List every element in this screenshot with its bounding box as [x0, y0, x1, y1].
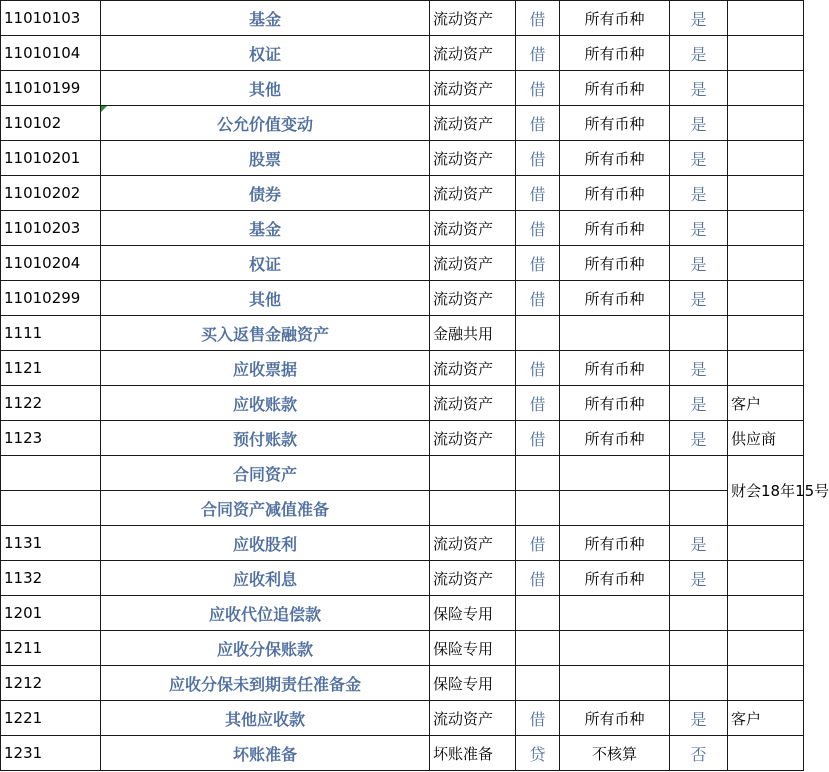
currency-cell[interactable]: 所有币种 — [560, 561, 670, 596]
account-name-cell[interactable]: 公允价值变动 — [101, 106, 430, 141]
balance-direction-cell[interactable] — [516, 456, 560, 491]
table-row — [1, 351, 804, 386]
table-row — [1, 631, 804, 666]
table-row — [1, 246, 804, 281]
table-row — [1, 596, 804, 631]
flag-cell[interactable]: 否 — [670, 736, 728, 771]
account-category-cell[interactable]: 流动资产 — [430, 281, 516, 316]
currency-cell[interactable] — [560, 666, 670, 701]
auxiliary-cell[interactable] — [728, 176, 804, 211]
account-code-cell[interactable]: 1121 — [1, 351, 101, 386]
flag-cell[interactable]: 是 — [670, 386, 728, 421]
auxiliary-cell[interactable]: 客户 — [728, 386, 804, 421]
flag-cell[interactable]: 是 — [670, 281, 728, 316]
account-code-cell[interactable]: 1212 — [1, 666, 101, 701]
account-category-cell[interactable]: 流动资产 — [430, 1, 516, 36]
account-name-cell[interactable]: 股票 — [101, 141, 430, 176]
account-category-cell[interactable]: 保险专用 — [430, 596, 516, 631]
account-name-cell[interactable]: 应收票据 — [101, 351, 430, 386]
account-name-cell[interactable]: 权证 — [101, 246, 430, 281]
table-row — [1, 666, 804, 701]
account-name-cell[interactable]: 预付账款 — [101, 421, 430, 456]
currency-cell[interactable]: 不核算 — [560, 736, 670, 771]
currency-cell[interactable]: 所有币种 — [560, 246, 670, 281]
auxiliary-cell[interactable] — [728, 141, 804, 176]
auxiliary-cell[interactable]: 客户 — [728, 701, 804, 736]
table-row — [1, 526, 804, 561]
table-row — [1, 386, 804, 421]
flag-cell[interactable]: 是 — [670, 561, 728, 596]
account-code-cell[interactable]: 11010299 — [1, 281, 101, 316]
balance-direction-cell[interactable] — [516, 666, 560, 701]
account-name-cell[interactable]: 合同资产减值准备 — [101, 491, 430, 526]
account-code-cell[interactable]: 1211 — [1, 631, 101, 666]
table-row — [1, 71, 804, 106]
table-row — [1, 281, 804, 316]
account-code-cell[interactable]: 11010204 — [1, 246, 101, 281]
flag-cell[interactable]: 是 — [670, 71, 728, 106]
balance-direction-cell[interactable]: 借 — [516, 141, 560, 176]
account-code-cell[interactable]: 1122 — [1, 386, 101, 421]
table-row — [1, 141, 804, 176]
currency-cell[interactable] — [560, 456, 670, 491]
account-name-cell[interactable]: 其他 — [101, 281, 430, 316]
flag-cell[interactable]: 是 — [670, 246, 728, 281]
account-category-cell[interactable]: 流动资产 — [430, 211, 516, 246]
account-name-cell[interactable]: 基金 — [101, 211, 430, 246]
account-category-cell[interactable] — [430, 456, 516, 491]
account-category-cell[interactable]: 保险专用 — [430, 631, 516, 666]
account-category-cell[interactable]: 流动资产 — [430, 526, 516, 561]
account-category-cell[interactable]: 流动资产 — [430, 141, 516, 176]
balance-direction-cell[interactable]: 借 — [516, 1, 560, 36]
account-category-cell[interactable]: 流动资产 — [430, 561, 516, 596]
account-code-cell[interactable]: 1123 — [1, 421, 101, 456]
balance-direction-cell[interactable] — [516, 631, 560, 666]
table-row — [1, 36, 804, 71]
account-code-cell[interactable]: 1221 — [1, 701, 101, 736]
flag-cell[interactable] — [670, 316, 728, 351]
account-name-cell[interactable]: 买入返售金融资产 — [101, 316, 430, 351]
balance-direction-cell[interactable]: 借 — [516, 526, 560, 561]
auxiliary-cell[interactable] — [728, 736, 804, 771]
account-code-cell[interactable]: 1231 — [1, 736, 101, 771]
account-code-cell[interactable] — [1, 456, 101, 491]
auxiliary-cell[interactable]: 供应商 — [728, 421, 804, 456]
auxiliary-cell[interactable] — [728, 281, 804, 316]
currency-cell[interactable] — [560, 596, 670, 631]
account-category-cell[interactable]: 金融共用 — [430, 316, 516, 351]
account-category-cell[interactable]: 流动资产 — [430, 71, 516, 106]
currency-cell[interactable] — [560, 631, 670, 666]
balance-direction-cell[interactable]: 借 — [516, 421, 560, 456]
table-row — [1, 701, 804, 736]
account-category-cell[interactable]: 保险专用 — [430, 666, 516, 701]
balance-direction-cell[interactable]: 借 — [516, 701, 560, 736]
balance-direction-cell[interactable]: 贷 — [516, 736, 560, 771]
account-name-cell[interactable]: 应收分保未到期责任准备金 — [101, 666, 430, 701]
auxiliary-cell[interactable]: 财会18年15号 — [728, 456, 804, 526]
account-name-cell[interactable]: 基金 — [101, 1, 430, 36]
auxiliary-cell[interactable] — [728, 526, 804, 561]
account-name-cell[interactable]: 应收分保账款 — [101, 631, 430, 666]
balance-direction-cell[interactable]: 借 — [516, 106, 560, 141]
currency-cell[interactable]: 所有币种 — [560, 526, 670, 561]
flag-cell[interactable]: 是 — [670, 106, 728, 141]
flag-cell[interactable]: 是 — [670, 351, 728, 386]
account-code-cell[interactable] — [1, 491, 101, 526]
account-name-cell[interactable]: 其他 — [101, 71, 430, 106]
currency-cell[interactable]: 所有币种 — [560, 71, 670, 106]
table-row — [1, 176, 804, 211]
account-code-cell[interactable]: 11010103 — [1, 1, 101, 36]
auxiliary-cell[interactable] — [728, 36, 804, 71]
auxiliary-cell[interactable] — [728, 666, 804, 701]
table-row — [1, 561, 804, 596]
currency-cell[interactable]: 所有币种 — [560, 1, 670, 36]
flag-cell[interactable]: 是 — [670, 701, 728, 736]
currency-cell[interactable]: 所有币种 — [560, 351, 670, 386]
balance-direction-cell[interactable] — [516, 596, 560, 631]
account-code-cell[interactable]: 11010201 — [1, 141, 101, 176]
account-category-cell[interactable]: 流动资产 — [430, 246, 516, 281]
flag-cell[interactable] — [670, 491, 728, 526]
table-row — [1, 316, 804, 351]
account-name-cell[interactable]: 应收账款 — [101, 386, 430, 421]
table-row — [1, 736, 804, 771]
flag-cell[interactable]: 是 — [670, 1, 728, 36]
auxiliary-cell[interactable] — [728, 71, 804, 106]
account-name-cell[interactable]: 应收代位追偿款 — [101, 596, 430, 631]
auxiliary-cell[interactable] — [728, 246, 804, 281]
account-category-cell[interactable]: 流动资产 — [430, 386, 516, 421]
account-category-cell[interactable]: 坏账准备 — [430, 736, 516, 771]
flag-cell[interactable] — [670, 666, 728, 701]
currency-cell[interactable]: 所有币种 — [560, 211, 670, 246]
flag-cell[interactable]: 是 — [670, 421, 728, 456]
auxiliary-cell[interactable] — [728, 596, 804, 631]
balance-direction-cell[interactable] — [516, 491, 560, 526]
account-name-cell[interactable]: 债券 — [101, 176, 430, 211]
currency-cell[interactable]: 所有币种 — [560, 106, 670, 141]
account-category-cell[interactable]: 流动资产 — [430, 106, 516, 141]
auxiliary-cell[interactable] — [728, 1, 804, 36]
account-code-cell[interactable]: 1111 — [1, 316, 101, 351]
account-code-cell[interactable]: 1201 — [1, 596, 101, 631]
balance-direction-cell[interactable]: 借 — [516, 71, 560, 106]
table-body — [1, 1, 829, 771]
currency-cell[interactable]: 所有币种 — [560, 176, 670, 211]
auxiliary-cell[interactable] — [728, 631, 804, 666]
balance-direction-cell[interactable]: 借 — [516, 386, 560, 421]
account-code-cell[interactable]: 11010104 — [1, 36, 101, 71]
balance-direction-cell[interactable]: 借 — [516, 246, 560, 281]
auxiliary-cell[interactable] — [728, 351, 804, 386]
flag-cell[interactable]: 是 — [670, 176, 728, 211]
account-category-cell[interactable]: 流动资产 — [430, 176, 516, 211]
account-code-cell[interactable]: 1132 — [1, 561, 101, 596]
account-code-cell[interactable]: 11010199 — [1, 71, 101, 106]
flag-cell[interactable] — [670, 456, 728, 491]
balance-direction-cell[interactable]: 借 — [516, 281, 560, 316]
account-category-cell[interactable]: 流动资产 — [430, 36, 516, 71]
account-code-cell[interactable]: 11010202 — [1, 176, 101, 211]
flag-cell[interactable] — [670, 631, 728, 666]
auxiliary-cell[interactable] — [728, 561, 804, 596]
account-category-cell[interactable] — [430, 491, 516, 526]
flag-cell[interactable]: 是 — [670, 141, 728, 176]
flag-cell[interactable] — [670, 596, 728, 631]
currency-cell[interactable]: 所有币种 — [560, 36, 670, 71]
account-code-cell[interactable]: 110102 — [1, 106, 101, 141]
balance-direction-cell[interactable] — [516, 316, 560, 351]
balance-direction-cell[interactable]: 借 — [516, 561, 560, 596]
currency-cell[interactable]: 所有币种 — [560, 421, 670, 456]
table-row — [1, 1, 804, 36]
account-name-cell[interactable]: 坏账准备 — [101, 736, 430, 771]
currency-cell[interactable] — [560, 491, 670, 526]
account-category-cell[interactable]: 流动资产 — [430, 421, 516, 456]
flag-cell[interactable]: 是 — [670, 526, 728, 561]
account-name-cell[interactable]: 权证 — [101, 36, 430, 71]
flag-cell[interactable]: 是 — [670, 211, 728, 246]
account-name-cell[interactable]: 应收利息 — [101, 561, 430, 596]
account-category-cell[interactable]: 流动资产 — [430, 701, 516, 736]
balance-direction-cell[interactable]: 借 — [516, 36, 560, 71]
table-row — [1, 456, 804, 491]
account-category-cell[interactable]: 流动资产 — [430, 351, 516, 386]
currency-cell[interactable] — [560, 316, 670, 351]
account-name-cell[interactable]: 合同资产 — [101, 456, 430, 491]
table-row — [1, 211, 804, 246]
account-code-cell[interactable]: 1131 — [1, 526, 101, 561]
flag-cell[interactable]: 是 — [670, 36, 728, 71]
account-name-cell[interactable]: 应收股利 — [101, 526, 430, 561]
currency-cell[interactable]: 所有币种 — [560, 281, 670, 316]
account-name-cell[interactable]: 其他应收款 — [101, 701, 430, 736]
table-row — [1, 421, 804, 456]
balance-direction-cell[interactable]: 借 — [516, 211, 560, 246]
table-row — [1, 106, 804, 141]
balance-direction-cell[interactable]: 借 — [516, 176, 560, 211]
auxiliary-cell[interactable] — [728, 211, 804, 246]
account-code-cell[interactable]: 11010203 — [1, 211, 101, 246]
currency-cell[interactable]: 所有币种 — [560, 386, 670, 421]
currency-cell[interactable]: 所有币种 — [560, 701, 670, 736]
currency-cell[interactable]: 所有币种 — [560, 141, 670, 176]
auxiliary-cell[interactable] — [728, 316, 804, 351]
auxiliary-cell[interactable] — [728, 106, 804, 141]
balance-direction-cell[interactable]: 借 — [516, 351, 560, 386]
table-row — [1, 491, 804, 526]
